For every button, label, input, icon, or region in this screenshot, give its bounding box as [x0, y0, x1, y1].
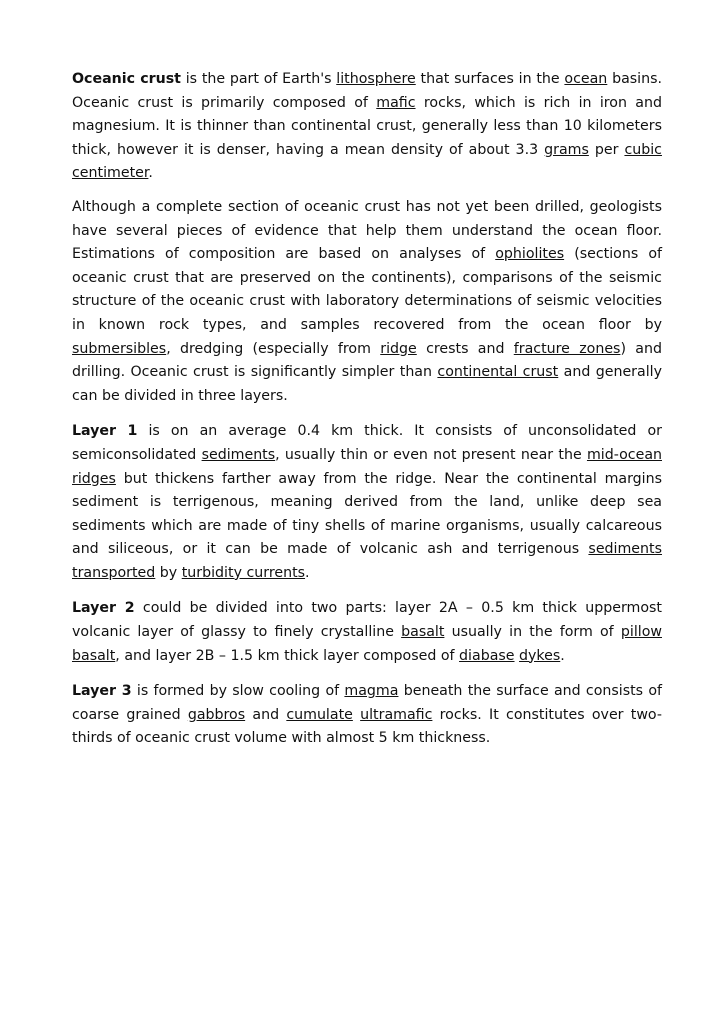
text-run: by: [155, 564, 182, 581]
hyperlink[interactable]: ocean: [564, 71, 608, 87]
text-run: could be divided into two parts: layer 2A – 0.5 km thick uppermost volcanic layer of glassy to finely crystalline: [72, 600, 662, 641]
hyperlink[interactable]: fracture zones: [513, 340, 621, 357]
text-run: , dredging (especially from: [166, 340, 381, 357]
hyperlink[interactable]: pillow basalt: [72, 624, 662, 664]
text-run: ) and drilling. Oceanic crust is significantly simpler than: [72, 340, 662, 381]
hyperlink[interactable]: dykes: [519, 647, 561, 664]
hyperlink[interactable]: sediments transported: [72, 541, 662, 581]
paragraph-intro: [72, 68, 662, 186]
document-page: [72, 68, 662, 763]
hyperlink[interactable]: magma: [344, 683, 399, 700]
paragraph-layer-1: [72, 420, 662, 585]
text-run: usually in the form of: [444, 624, 621, 641]
hyperlink[interactable]: mafic: [376, 94, 416, 111]
text-run: .: [560, 647, 565, 664]
text-run: is the part of Earth's: [180, 71, 337, 87]
text-run: but thickens farther away from the ridge. Near the continental margins sediment is terrigenous, meaning derived from the land, unlike deep sea sediments which are made of tiny shells of marine organisms, usually calcareous and siliceous, or it can be made of volcanic ash and terrigenous: [72, 470, 662, 558]
text-run: beneath the surface and consists of coarse grained: [72, 683, 663, 723]
text-run: Although a complete section of oceanic crust has not yet been drilled, geologists have several pieces of evidence that help them understand the ocean floor. Estimations of composition are based on analyses of: [72, 198, 662, 263]
hyperlink[interactable]: submersibles: [72, 340, 167, 357]
paragraph-layer-2: [72, 597, 662, 668]
hyperlink[interactable]: gabbros: [187, 706, 246, 723]
bold-term: Layer 1: [72, 423, 138, 440]
text-run: , usually thin or even not present near the: [275, 446, 587, 463]
hyperlink[interactable]: mid-ocean ridges: [72, 446, 662, 487]
bold-term: Layer 3: [72, 683, 132, 700]
text-run: that surfaces in the: [415, 71, 565, 87]
text-run: rocks, which is rich in iron and magnesium. It is thinner than continental crust, generally less than 10 kilometers thick, however it is denser, having a mean density of about 3.3: [72, 94, 662, 158]
hyperlink[interactable]: cumulate: [286, 706, 353, 723]
hyperlink[interactable]: continental crust: [437, 364, 559, 381]
hyperlink[interactable]: ridge: [380, 340, 417, 357]
text-run: , and layer 2B – 1.5 km thick layer composed of: [115, 647, 460, 664]
paragraph-layer-3: [72, 680, 662, 751]
text-run: and: [245, 706, 287, 723]
bold-term: Layer 2: [72, 600, 135, 617]
hyperlink[interactable]: ophiolites: [495, 246, 565, 263]
text-run: crests and: [416, 340, 514, 357]
hyperlink[interactable]: ultramafic: [360, 706, 433, 723]
hyperlink[interactable]: sediments: [201, 446, 276, 463]
hyperlink[interactable]: basalt: [401, 624, 445, 641]
hyperlink[interactable]: lithosphere: [336, 71, 416, 87]
text-run: rocks. It constitutes over two-thirds of oceanic crust volume with almost 5 km thickness.: [72, 706, 662, 747]
text-run: and generally can be divided in three layers.: [72, 364, 662, 404]
text-run: is on an average 0.4 km thick. It consists of unconsolidated or semiconsolidated: [72, 423, 662, 463]
text-run: per: [588, 141, 625, 158]
text-run: is formed by slow cooling of: [131, 683, 345, 700]
hyperlink[interactable]: turbidity currents: [181, 564, 306, 581]
text-run: .: [148, 165, 153, 182]
bold-term: Oceanic crust: [72, 71, 181, 87]
hyperlink[interactable]: cubic centimeter: [72, 141, 662, 182]
text-run: basins. Oceanic crust is primarily composed of: [72, 71, 662, 111]
hyperlink[interactable]: diabase: [459, 647, 515, 664]
hyperlink[interactable]: grams: [544, 141, 589, 158]
paragraph-evidence: [72, 196, 662, 408]
text-run: .: [305, 564, 310, 581]
text-run: (sections of oceanic crust that are preserved on the continents), comparisons of the seismic structure of the oceanic crust with laboratory determinations of seismic velocities in known rock types, and samples recovered from the ocean floor by: [72, 246, 662, 333]
